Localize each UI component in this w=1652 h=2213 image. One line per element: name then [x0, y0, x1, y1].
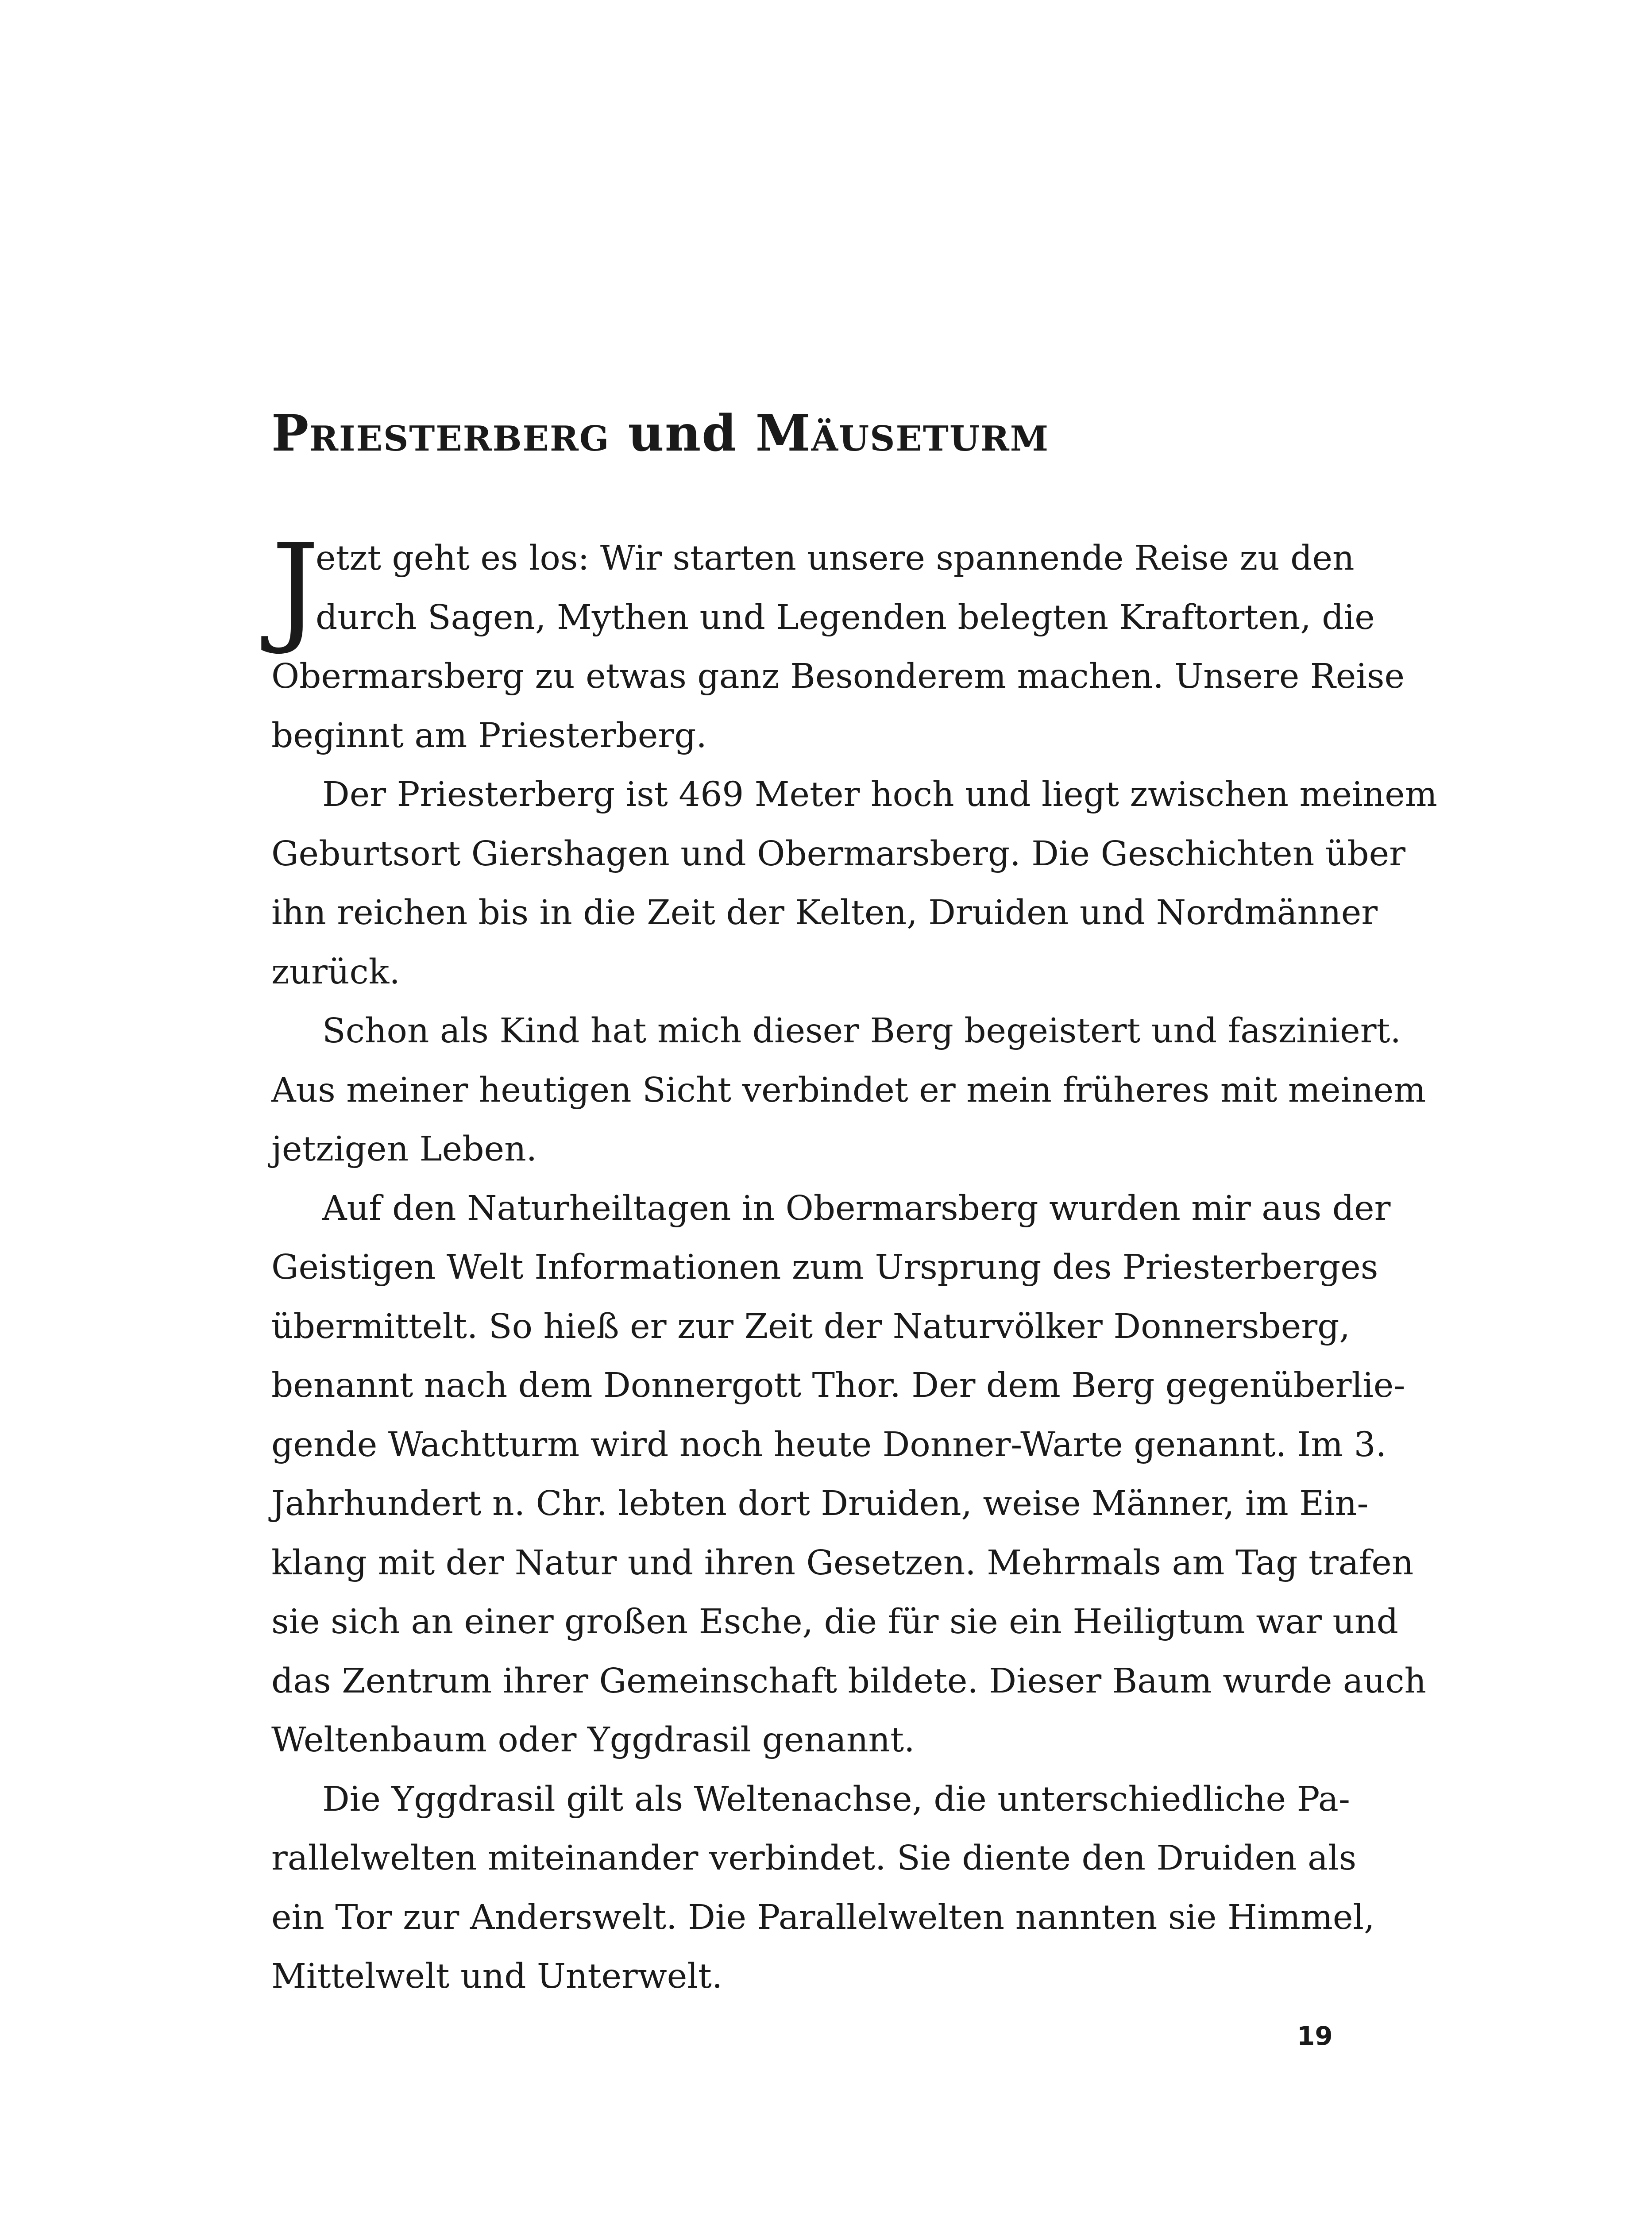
paragraph-2: [271, 765, 1437, 1002]
text-line: Aus meiner heutigen Sicht verbindet er mein früheres mit meinem: [271, 1070, 1426, 1110]
text-line: gende Wachtturm wird noch heute Donner-Warte genannt. Im 3.: [271, 1425, 1387, 1465]
paragraph-3: [271, 1002, 1426, 1179]
text-line: ein Tor zur Anderswelt. Die Parallelwelten nannten sie Himmel,: [271, 1897, 1375, 1937]
text-line: klang mit der Natur und ihren Gesetzen. Mehrmals am Tag trafen: [271, 1543, 1414, 1583]
text-line: Auf den Naturheiltagen in Obermarsberg wurden mir aus der: [322, 1188, 1391, 1228]
paragraph-5: [271, 1770, 1385, 2006]
text-line: zurück.: [271, 952, 400, 992]
text-line: Weltenbaum oder Yggdrasil genannt.: [271, 1720, 915, 1760]
drop-cap: J: [271, 518, 320, 657]
paragraph-4: [271, 1179, 1427, 1770]
text-line: etzt geht es los: Wir starten unsere spannende Reise zu den: [316, 539, 1355, 578]
text-line: Der Priesterberg ist 469 Meter hoch und liegt zwischen meinem: [322, 775, 1437, 814]
text-line: durch Sagen, Mythen und Legenden belegten Kraftorten, die: [316, 598, 1375, 637]
text-line: Die Yggdrasil gilt als Weltenachse, die unterschiedliche Pa-: [322, 1779, 1350, 1819]
body-text: [271, 518, 1437, 2006]
text-line: Geistigen Welt Informationen zum Ursprung des Priesterberges: [271, 1248, 1378, 1287]
page-number: 19: [1297, 2021, 1333, 2051]
text-line: jetzigen Leben.: [271, 1130, 537, 1169]
text-line: ihn reichen bis in die Zeit der Kelten, Druiden und Nordmänner: [271, 893, 1378, 933]
text-line: Jahrhundert n. Chr. lebten dort Druiden, weise Männer, im Ein-: [271, 1484, 1369, 1523]
paragraph-1: [271, 518, 1405, 765]
chapter-title-part-1: Priesterberg: [271, 405, 610, 463]
text-line: Mittelwelt und Unterwelt.: [271, 1957, 723, 1996]
text-line: übermittelt. So hieß er zur Zeit der Naturvölker Donnersberg,: [271, 1307, 1350, 1346]
text-line: das Zentrum ihrer Gemeinschaft bildete. Dieser Baum wurde auch: [271, 1661, 1427, 1701]
chapter-title-connector: und: [610, 405, 756, 463]
chapter-title-part-2: Mäuseturm: [755, 405, 1050, 463]
text-line: beginnt am Priesterberg.: [271, 716, 707, 756]
text-line: rallelwelten miteinander verbindet. Sie diente den Druiden als: [271, 1839, 1357, 1878]
text-line: sie sich an einer großen Esche, die für sie ein Heiligtum war und: [271, 1602, 1398, 1642]
text-line: Obermarsberg zu etwas ganz Besonderem machen. Unsere Reise: [271, 657, 1405, 696]
text-line: Geburtsort Giershagen und Obermarsberg. Die Geschichten über: [271, 834, 1406, 874]
chapter-title: [271, 401, 1049, 467]
text-line: Schon als Kind hat mich dieser Berg begeistert und fasziniert.: [322, 1011, 1401, 1051]
text-line: benannt nach dem Donnergott Thor. Der dem Berg gegenüberlie-: [271, 1366, 1405, 1405]
